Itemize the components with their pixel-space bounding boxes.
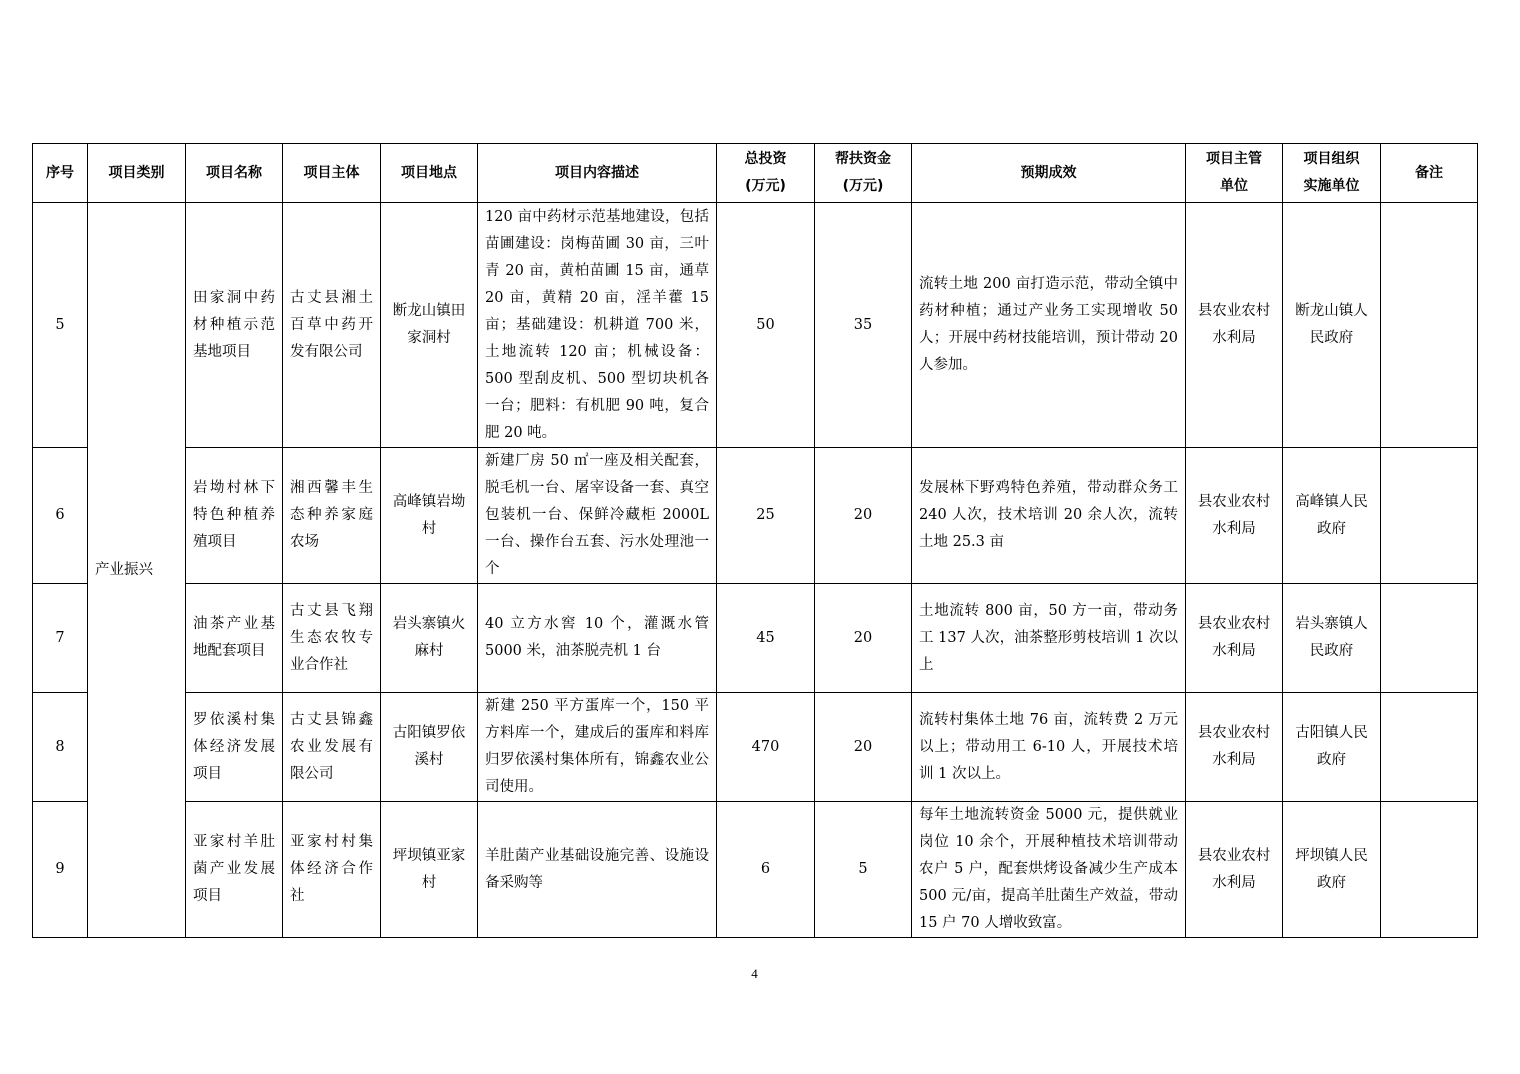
header-supervisor: 项目主管 单位 xyxy=(1186,144,1283,203)
cell-category: 产业振兴 xyxy=(88,203,186,938)
header-remarks: 备注 xyxy=(1381,144,1478,203)
cell-description: 羊肚菌产业基础设施完善、设施设备采购等 xyxy=(478,802,717,938)
cell-total-investment: 50 xyxy=(717,203,815,448)
header-entity: 项目主体 xyxy=(283,144,381,203)
cell-description: 40 立方水窖 10 个，灌溉水管 5000 米，油茶脱壳机 1 台 xyxy=(478,584,717,693)
cell-seq: 8 xyxy=(33,693,88,802)
table-row xyxy=(33,693,1478,802)
cell-name: 罗依溪村集体经济发展项目 xyxy=(186,693,283,802)
header-total-investment: 总投资 (万元) xyxy=(717,144,815,203)
cell-expected-results: 流转土地 200 亩打造示范，带动全镇中药材种植；通过产业务工实现增收 50 人；开展中药材技能培训，预计带动 20 人参加。 xyxy=(912,203,1186,448)
cell-name: 岩坳村林下特色种植养殖项目 xyxy=(186,448,283,584)
cell-seq: 7 xyxy=(33,584,88,693)
cell-entity: 古丈县湘土百草中药开发有限公司 xyxy=(283,203,381,448)
cell-supervisor: 县农业农村水利局 xyxy=(1186,693,1283,802)
cell-total-investment: 6 xyxy=(717,802,815,938)
cell-total-investment: 470 xyxy=(717,693,815,802)
cell-supervisor: 县农业农村水利局 xyxy=(1186,802,1283,938)
cell-entity: 古丈县飞翔生态农牧专业合作社 xyxy=(283,584,381,693)
table-row xyxy=(33,802,1478,938)
cell-implementer: 断龙山镇人民政府 xyxy=(1283,203,1381,448)
cell-description: 新建厂房 50 ㎡一座及相关配套，脱毛机一台、屠宰设备一套、真空包装机一台、保鲜冷藏柜 2000L 一台、操作台五套、污水处理池一个 xyxy=(478,448,717,584)
header-expected-results: 预期成效 xyxy=(912,144,1186,203)
cell-remarks xyxy=(1381,693,1478,802)
table-row xyxy=(33,584,1478,693)
cell-remarks xyxy=(1381,584,1478,693)
cell-remarks xyxy=(1381,802,1478,938)
cell-support-funds: 35 xyxy=(815,203,912,448)
cell-support-funds: 20 xyxy=(815,693,912,802)
cell-location: 断龙山镇田家洞村 xyxy=(381,203,478,448)
page-number: 4 xyxy=(751,966,758,981)
cell-remarks xyxy=(1381,203,1478,448)
cell-entity: 亚家村村集体经济合作社 xyxy=(283,802,381,938)
header-description: 项目内容描述 xyxy=(478,144,717,203)
cell-seq: 5 xyxy=(33,203,88,448)
cell-support-funds: 20 xyxy=(815,448,912,584)
cell-expected-results: 每年土地流转资金 5000 元，提供就业岗位 10 余个，开展种植技术培训带动农户 5 户，配套烘烤设备减少生产成本 500 元/亩，提高羊肚菌生产效益，带动 15 户 70 人增收致富。 xyxy=(912,802,1186,938)
cell-location: 高峰镇岩坳村 xyxy=(381,448,478,584)
cell-location: 岩头寨镇火麻村 xyxy=(381,584,478,693)
cell-name: 田家洞中药材种植示范基地项目 xyxy=(186,203,283,448)
cell-total-investment: 45 xyxy=(717,584,815,693)
cell-total-investment: 25 xyxy=(717,448,815,584)
cell-description: 120 亩中药材示范基地建设，包括苗圃建设：岗梅苗圃 30 亩，三叶青 20 亩，黄柏苗圃 15 亩，通草 20 亩，黄精 20 亩，淫羊藿 15 亩；基础建设：机耕道 700 米，土地流转 120 亩；机械设备：500 型刮皮机、500 型切块机各一台；肥料：有机肥 90 吨，复合肥 20 吨。 xyxy=(478,203,717,448)
cell-expected-results: 发展林下野鸡特色养殖，带动群众务工 240 人次，技术培训 20 余人次，流转土地 25.3 亩 xyxy=(912,448,1186,584)
cell-expected-results: 流转村集体土地 76 亩，流转费 2 万元以上；带动用工 6-10 人，开展技术培训 1 次以上。 xyxy=(912,693,1186,802)
header-category: 项目类别 xyxy=(88,144,186,203)
cell-implementer: 古阳镇人民政府 xyxy=(1283,693,1381,802)
cell-entity: 湘西馨丰生态种养家庭农场 xyxy=(283,448,381,584)
cell-expected-results: 土地流转 800 亩，50 方一亩，带动务工 137 人次，油茶整形剪枝培训 1 次以上 xyxy=(912,584,1186,693)
cell-location: 坪坝镇亚家村 xyxy=(381,802,478,938)
cell-supervisor: 县农业农村水利局 xyxy=(1186,584,1283,693)
cell-support-funds: 20 xyxy=(815,584,912,693)
cell-supervisor: 县农业农村水利局 xyxy=(1186,448,1283,584)
header-row xyxy=(33,144,1478,203)
cell-seq: 6 xyxy=(33,448,88,584)
header-name: 项目名称 xyxy=(186,144,283,203)
table-row xyxy=(33,448,1478,584)
project-table xyxy=(32,143,1478,938)
cell-location: 古阳镇罗依溪村 xyxy=(381,693,478,802)
header-location: 项目地点 xyxy=(381,144,478,203)
cell-supervisor: 县农业农村水利局 xyxy=(1186,203,1283,448)
cell-support-funds: 5 xyxy=(815,802,912,938)
cell-seq: 9 xyxy=(33,802,88,938)
cell-implementer: 岩头寨镇人民政府 xyxy=(1283,584,1381,693)
table-row xyxy=(33,203,1478,448)
header-seq: 序号 xyxy=(33,144,88,203)
cell-description: 新建 250 平方蛋库一个，150 平方料库一个，建成后的蛋库和料库归罗依溪村集体所有，锦鑫农业公司使用。 xyxy=(478,693,717,802)
header-implementer: 项目组织 实施单位 xyxy=(1283,144,1381,203)
cell-remarks xyxy=(1381,448,1478,584)
header-support-funds: 帮扶资金 (万元) xyxy=(815,144,912,203)
cell-implementer: 坪坝镇人民政府 xyxy=(1283,802,1381,938)
cell-name: 油茶产业基地配套项目 xyxy=(186,584,283,693)
cell-implementer: 高峰镇人民政府 xyxy=(1283,448,1381,584)
cell-entity: 古丈县锦鑫农业发展有限公司 xyxy=(283,693,381,802)
cell-name: 亚家村羊肚菌产业发展项目 xyxy=(186,802,283,938)
